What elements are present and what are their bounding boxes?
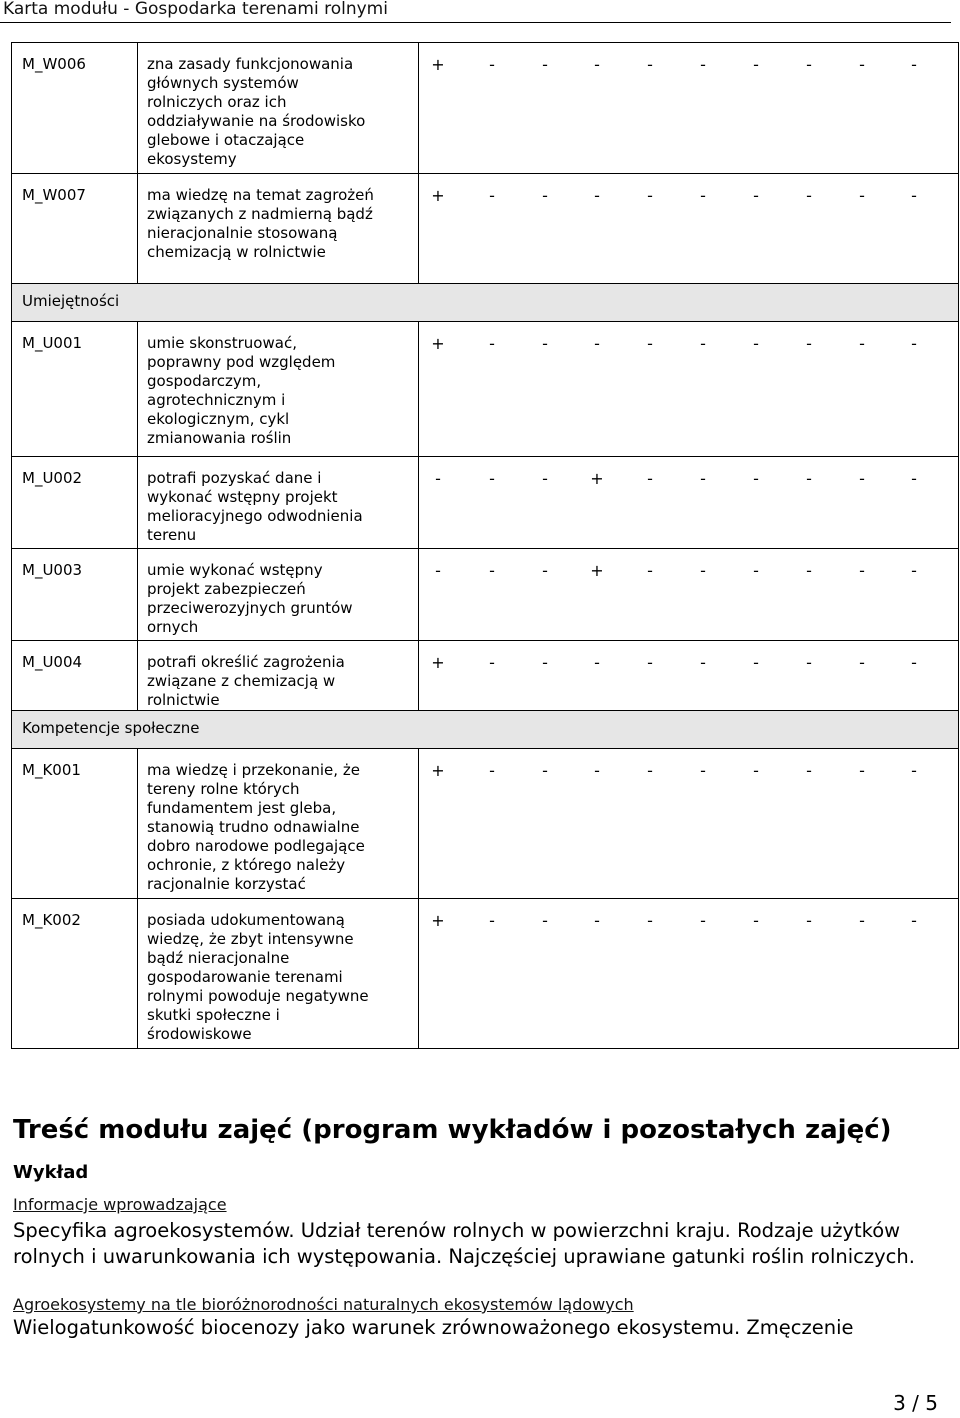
mark-cell: - [435, 561, 441, 580]
description-line: ekologicznym, cykl [147, 410, 290, 428]
description-line: środowiskowe [147, 1025, 252, 1043]
outcome-row [12, 641, 959, 711]
mark-cell: - [859, 55, 865, 74]
mark-cell: - [806, 653, 812, 672]
mark-cell: - [806, 186, 812, 205]
description-line: fundamentem jest gleba, [147, 799, 337, 817]
topic-block [13, 1285, 948, 1341]
description-line: głównych systemów [147, 74, 299, 92]
mark-cell: - [806, 334, 812, 353]
learning-outcomes-table [11, 42, 959, 1049]
outcome-code: M_U003 [12, 549, 138, 641]
mark-cell: - [753, 653, 759, 672]
mark-cell: - [647, 653, 653, 672]
mark-cell: - [859, 561, 865, 580]
mark-cell: + [590, 561, 604, 580]
mark-cell: - [647, 55, 653, 74]
outcome-marks [419, 322, 959, 457]
description-line: ekosystemy [147, 150, 237, 168]
mark-cell: - [700, 55, 706, 74]
description-line: poprawny pod względem [147, 353, 336, 371]
outcome-marks [419, 457, 959, 549]
outcome-code: M_K002 [12, 899, 138, 1049]
outcome-description [138, 899, 419, 1049]
description-line: glebowe i otaczające [147, 131, 305, 149]
mark-cell: - [647, 761, 653, 780]
mark-cell: - [911, 653, 917, 672]
mark-cell: - [911, 911, 917, 930]
mark-cell: - [911, 761, 917, 780]
mark-cell: - [647, 334, 653, 353]
mark-cell: - [542, 186, 548, 205]
mark-cell: - [489, 55, 495, 74]
outcome-row [12, 549, 959, 641]
description-line: gospodarowanie terenami [147, 968, 343, 986]
topic-link[interactable]: Agroekosystemy na tle bioróżnorodności naturalnych ekosystemów lądowych [13, 1295, 634, 1314]
mark-cell: - [806, 761, 812, 780]
description-line: ma wiedzę na temat zagrożeń [147, 186, 374, 204]
mark-cell: - [594, 55, 600, 74]
mark-cell: - [806, 561, 812, 580]
outcome-code: M_W006 [12, 43, 138, 174]
outcome-description [138, 457, 419, 549]
mark-cell: - [911, 469, 917, 488]
mark-cell: - [911, 55, 917, 74]
mark-cell: + [431, 653, 445, 672]
mark-cell: - [647, 911, 653, 930]
mark-cell: - [911, 561, 917, 580]
outcome-code: M_U004 [12, 641, 138, 711]
outcome-description [138, 322, 419, 457]
mark-cell: - [753, 911, 759, 930]
description-line: tereny rolne których [147, 780, 300, 798]
description-line: dobro narodowe podlegające [147, 837, 365, 855]
description-line: racjonalnie korzystać [147, 875, 306, 893]
mark-cell: + [590, 469, 604, 488]
outcome-description [138, 549, 419, 641]
outcome-code: M_K001 [12, 749, 138, 899]
description-line: umie wykonać wstępny [147, 561, 323, 579]
description-line: chemizacją w rolnictwie [147, 243, 326, 261]
description-line: oddziaływanie na środowisko [147, 112, 366, 130]
outcome-row [12, 43, 959, 174]
topic-block [13, 1185, 948, 1269]
mark-cell: - [806, 469, 812, 488]
description-line: potrafi pozyskać dane i [147, 469, 322, 487]
mark-cell: + [431, 334, 445, 353]
description-line: ma wiedzę i przekonanie, że [147, 761, 360, 779]
module-content-section [13, 1112, 948, 1341]
mark-cell: - [753, 186, 759, 205]
section-row [12, 711, 959, 749]
description-line: umie skonstruować, [147, 334, 297, 352]
section-label: Umiejętności [12, 284, 959, 322]
description-line: gospodarczym, [147, 372, 262, 390]
mark-cell: - [489, 911, 495, 930]
description-line: posiada udokumentowaną [147, 911, 345, 929]
mark-cell: - [859, 911, 865, 930]
mark-cell: - [489, 761, 495, 780]
outcome-marks [419, 749, 959, 899]
mark-cell: - [489, 186, 495, 205]
outcome-marks [419, 174, 959, 284]
mark-cell: - [542, 761, 548, 780]
topic-link[interactable]: Informacje wprowadzające [13, 1195, 227, 1214]
description-line: związanych z nadmierną bądź [147, 205, 373, 223]
mark-cell: - [859, 653, 865, 672]
mark-cell: - [542, 334, 548, 353]
outcome-description [138, 43, 419, 174]
mark-cell: - [594, 186, 600, 205]
mark-cell: + [431, 761, 445, 780]
mark-cell: - [542, 911, 548, 930]
mark-cell: - [753, 469, 759, 488]
description-line: potrafi określić zagrożenia [147, 653, 345, 671]
outcome-row [12, 457, 959, 549]
outcome-description [138, 749, 419, 899]
mark-cell: - [753, 334, 759, 353]
description-line: terenu [147, 526, 197, 544]
mark-cell: - [489, 469, 495, 488]
description-line: zmianowania roślin [147, 429, 292, 447]
section-label: Kompetencje społeczne [12, 711, 959, 749]
description-line: agrotechnicznym i [147, 391, 286, 409]
mark-cell: - [489, 561, 495, 580]
mark-cell: - [700, 469, 706, 488]
mark-cell: - [647, 186, 653, 205]
description-line: melioracyjnego odwodnienia [147, 507, 363, 525]
mark-cell: - [647, 469, 653, 488]
content-title: Treść modułu zajęć (program wykładów i pozostałych zajęć) [13, 1115, 892, 1145]
mark-cell: - [542, 55, 548, 74]
mark-cell: - [700, 186, 706, 205]
mark-cell: - [594, 761, 600, 780]
mark-cell: - [753, 761, 759, 780]
outcome-description [138, 174, 419, 284]
mark-cell: - [594, 334, 600, 353]
mark-cell: - [859, 186, 865, 205]
mark-cell: - [859, 334, 865, 353]
mark-cell: + [431, 55, 445, 74]
mark-cell: - [911, 334, 917, 353]
outcome-marks [419, 43, 959, 174]
mark-cell: - [489, 334, 495, 353]
mark-cell: - [489, 653, 495, 672]
description-line: wiedzę, że zbyt intensywne [147, 930, 354, 948]
mark-cell: - [594, 911, 600, 930]
outcome-row [12, 749, 959, 899]
outcome-description [138, 641, 419, 711]
description-line: ochronie, z którego należy [147, 856, 346, 874]
mark-cell: - [700, 561, 706, 580]
mark-cell: + [431, 911, 445, 930]
mark-cell: - [542, 653, 548, 672]
description-line: stanowią trudno odnawialne [147, 818, 360, 836]
mark-cell: - [594, 653, 600, 672]
mark-cell: - [700, 334, 706, 353]
mark-cell: - [542, 561, 548, 580]
description-line: związane z chemizacją w [147, 672, 336, 690]
outcome-code: M_U001 [12, 322, 138, 457]
lecture-heading: Wykład [13, 1162, 89, 1183]
mark-cell: - [753, 561, 759, 580]
mark-cell: - [647, 561, 653, 580]
mark-cell: - [753, 55, 759, 74]
description-line: przeciwerozyjnych gruntów [147, 599, 353, 617]
description-line: projekt zabezpieczeń [147, 580, 306, 598]
description-line: nieracjonalnie stosowaną [147, 224, 338, 242]
mark-cell: - [435, 469, 441, 488]
description-line: ornych [147, 618, 199, 636]
description-line: rolniczych oraz ich [147, 93, 287, 111]
mark-cell: - [700, 653, 706, 672]
outcome-row [12, 322, 959, 457]
outcome-code: M_W007 [12, 174, 138, 284]
description-line: zna zasady funkcjonowania [147, 55, 354, 73]
document-header: Karta modułu - Gospodarka terenami rolnymi [0, 0, 951, 23]
mark-cell: - [700, 761, 706, 780]
outcome-row [12, 899, 959, 1049]
mark-cell: + [431, 186, 445, 205]
mark-cell: - [859, 761, 865, 780]
mark-cell: - [700, 911, 706, 930]
mark-cell: - [542, 469, 548, 488]
outcome-marks [419, 549, 959, 641]
mark-cell: - [911, 186, 917, 205]
topic-body: Wielogatunkowość biocenozy jako warunek zrównoważonego ekosystemu. Zmęczenie [13, 1316, 854, 1339]
description-line: bądź nieracjonalne [147, 949, 290, 967]
description-line: wykonać wstępny projekt [147, 488, 338, 506]
mark-cell: - [806, 911, 812, 930]
description-line: skutki społeczne i [147, 1006, 280, 1024]
mark-cell: - [859, 469, 865, 488]
outcome-marks [419, 899, 959, 1049]
mark-cell: - [806, 55, 812, 74]
description-line: rolnictwie [147, 691, 220, 709]
description-line: rolnymi powoduje negatywne [147, 987, 369, 1005]
section-row [12, 284, 959, 322]
page-number: 3 / 5 [893, 1391, 938, 1415]
topic-body: Specyfika agroekosystemów. Udział terenów rolnych w powierzchni kraju. Rodzaje użytków rolnych i uwarunkowania ich występowania. Najczęściej uprawiane gatunki roślin rolniczych. [13, 1219, 915, 1268]
outcome-marks [419, 641, 959, 711]
outcome-code: M_U002 [12, 457, 138, 549]
outcome-row [12, 174, 959, 284]
